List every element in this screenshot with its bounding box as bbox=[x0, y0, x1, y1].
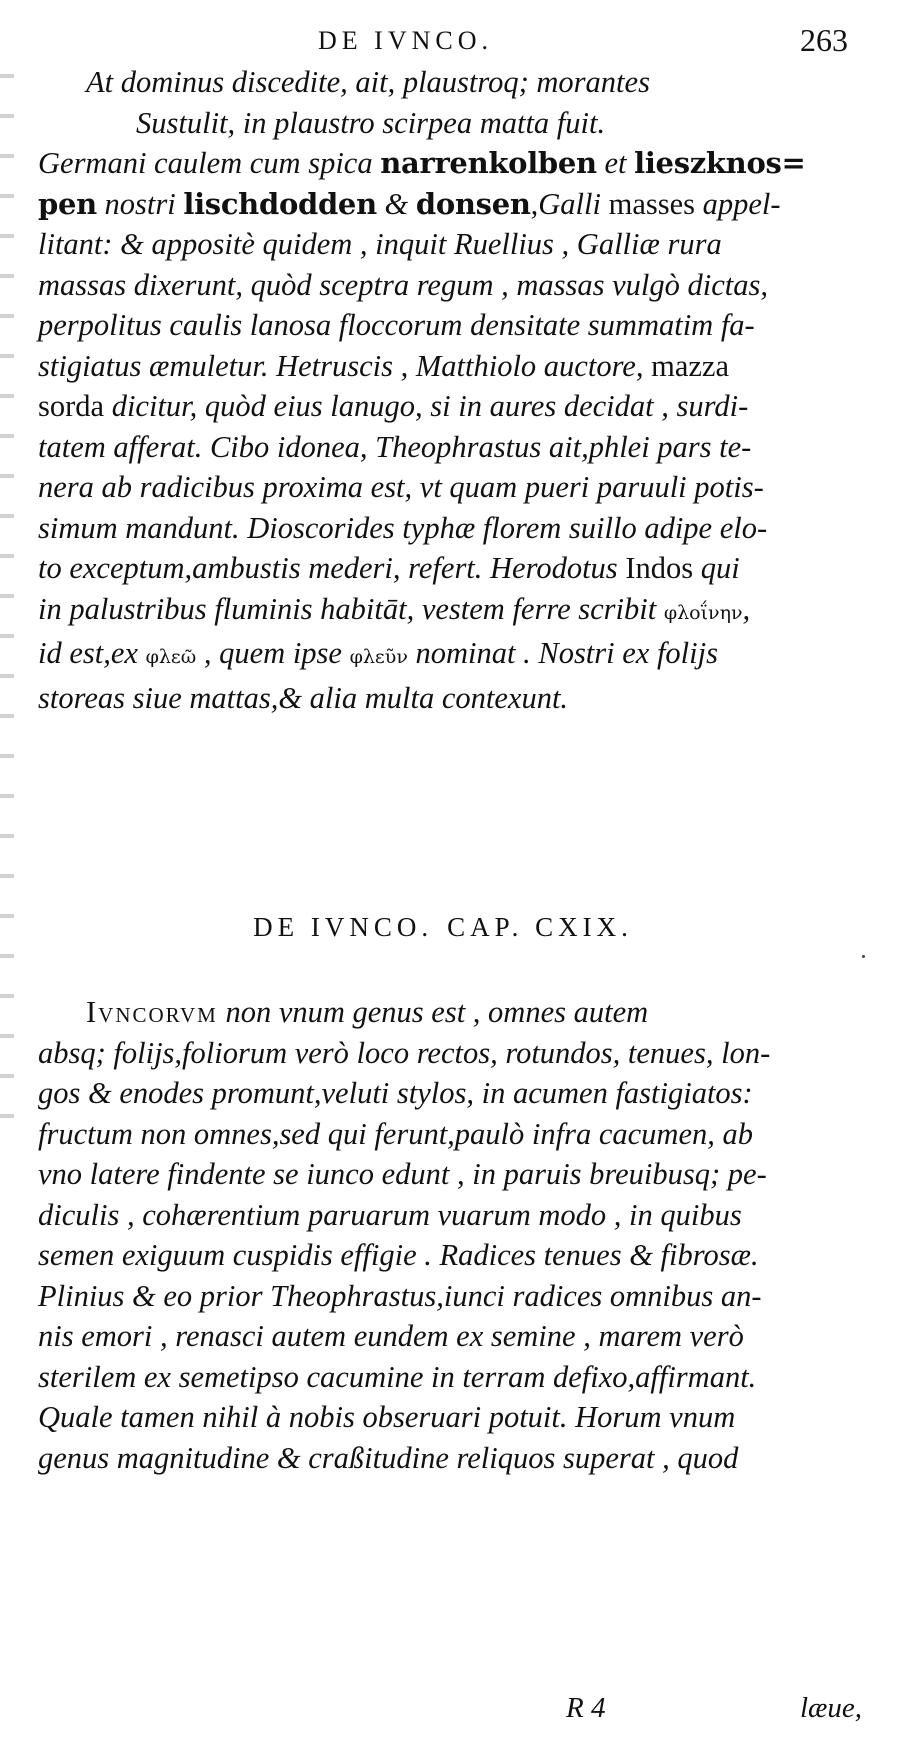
greek-term: φλεῦν bbox=[349, 646, 408, 668]
ink-speck bbox=[862, 955, 865, 958]
text-line: pen nostri lischdodden & donsen,Galli masses appel- bbox=[38, 186, 781, 221]
blackletter-term: pen bbox=[38, 186, 97, 221]
text-line: stigiatus æmuletur. Hetruscis , Matthiolo auctore, mazza bbox=[38, 348, 729, 383]
text-line: sorda dicitur, quòd eius lanugo, si in aures decidat , surdi- bbox=[38, 389, 749, 423]
text-line: to exceptum,ambustis mederi, refert. Herodotus Indos qui bbox=[38, 551, 740, 585]
chapter-title: DE IVNCO. bbox=[253, 912, 434, 942]
chapter-lead-word: Ivncorvm bbox=[86, 995, 218, 1029]
blackletter-term: lischdodden bbox=[183, 186, 377, 221]
text-line: Ivncorvm non vnum genus est , omnes autem bbox=[86, 995, 649, 1029]
footer-line bbox=[0, 1692, 900, 1732]
text-line: semen exiguum cuspidis effigie . Radices tenues & fibrosæ. bbox=[38, 1238, 759, 1272]
text-line: storeas siue mattas,& alia multa contexunt. bbox=[38, 680, 569, 715]
text-line: litant: & appositè quidem , inquit Ruellius , Galliæ rura bbox=[38, 227, 722, 261]
text-line: nera ab radicibus proxima est, vt quam pueri paruuli potis- bbox=[38, 470, 764, 504]
text-line: perpolitus caulis lanosa floccorum densitate summatim fa- bbox=[38, 308, 755, 342]
greek-term: φλοΐνην bbox=[663, 601, 743, 624]
text-line: Plinius & eo prior Theophrastus,iunci radices omnibus an- bbox=[38, 1278, 762, 1313]
blackletter-term: donsen bbox=[415, 186, 531, 221]
roman-term: Indos bbox=[625, 551, 694, 585]
blackletter-term: narrenkolben bbox=[380, 146, 597, 180]
roman-term: masses bbox=[608, 186, 696, 221]
roman-term: mazza bbox=[651, 348, 729, 383]
catchword: læue, bbox=[800, 1692, 863, 1724]
greek-term: φλεῶ bbox=[145, 646, 197, 668]
text-line: fructum non omnes,sed qui ferunt,paulò infra cacumen, ab bbox=[38, 1116, 753, 1151]
text-line: id est,ex φλεῶ , quem ipse φλεῦν nominat . Nostri ex folijs bbox=[38, 636, 718, 670]
verse-line: At dominus discedite, ait, plaustroq; morantes bbox=[86, 65, 650, 99]
text-line: simum mandunt. Dioscorides typhæ florem suillo adipe elo- bbox=[38, 510, 768, 545]
text-line: diculis , cohærentium paruarum vuarum modo , in quibus bbox=[38, 1197, 742, 1232]
margin-bleed-marks bbox=[0, 40, 14, 1140]
running-head bbox=[0, 20, 900, 60]
blackletter-term: lieszknos= bbox=[634, 146, 806, 180]
chapter-heading bbox=[0, 912, 900, 943]
text-line: genus magnitudine & craßitudine reliquos superat , quod bbox=[38, 1440, 739, 1475]
text-line: gos & enodes promunt,veluti stylos, in acumen fastigiatos: bbox=[38, 1076, 753, 1110]
text-line: massas dixerunt, quòd sceptra regum , massas vulgò dictas, bbox=[38, 267, 768, 302]
signature-mark: R 4 bbox=[566, 1692, 606, 1724]
text-line: tatem afferat. Cibo idonea, Theophrastus ait,phlei pars te- bbox=[38, 429, 752, 464]
running-title: DE IVNCO. bbox=[318, 26, 493, 55]
text-line: Germani caulem cum spica narrenkolben et lieszknos= bbox=[38, 146, 806, 180]
roman-term: sorda bbox=[38, 389, 105, 423]
chapter-number: CAP. CXIX. bbox=[447, 912, 633, 942]
verse-line: Sustulit, in plaustro scirpea matta fuit. bbox=[136, 105, 606, 140]
text-line: vno latere findente se iunco edunt , in paruis breuibusq; pe- bbox=[38, 1157, 767, 1191]
text-line: absq; folijs,foliorum verò loco rectos, rotundos, tenues, lon- bbox=[38, 1035, 771, 1070]
text-line: Quale tamen nihil à nobis obseruari potuit. Horum vnum bbox=[38, 1400, 736, 1434]
section-iuncus-text bbox=[38, 992, 858, 1478]
text-line: nis emori , renasci autem eundem ex semine , marem verò bbox=[38, 1319, 744, 1353]
page-number: 263 bbox=[800, 22, 848, 58]
text-line: sterilem ex semetipso cacumine in terram defixo,affirmant. bbox=[38, 1359, 757, 1394]
text-line: in palustribus fluminis habitāt, vestem ferre scribit φλοΐνην, bbox=[38, 591, 751, 626]
section-typha-text bbox=[38, 62, 858, 718]
